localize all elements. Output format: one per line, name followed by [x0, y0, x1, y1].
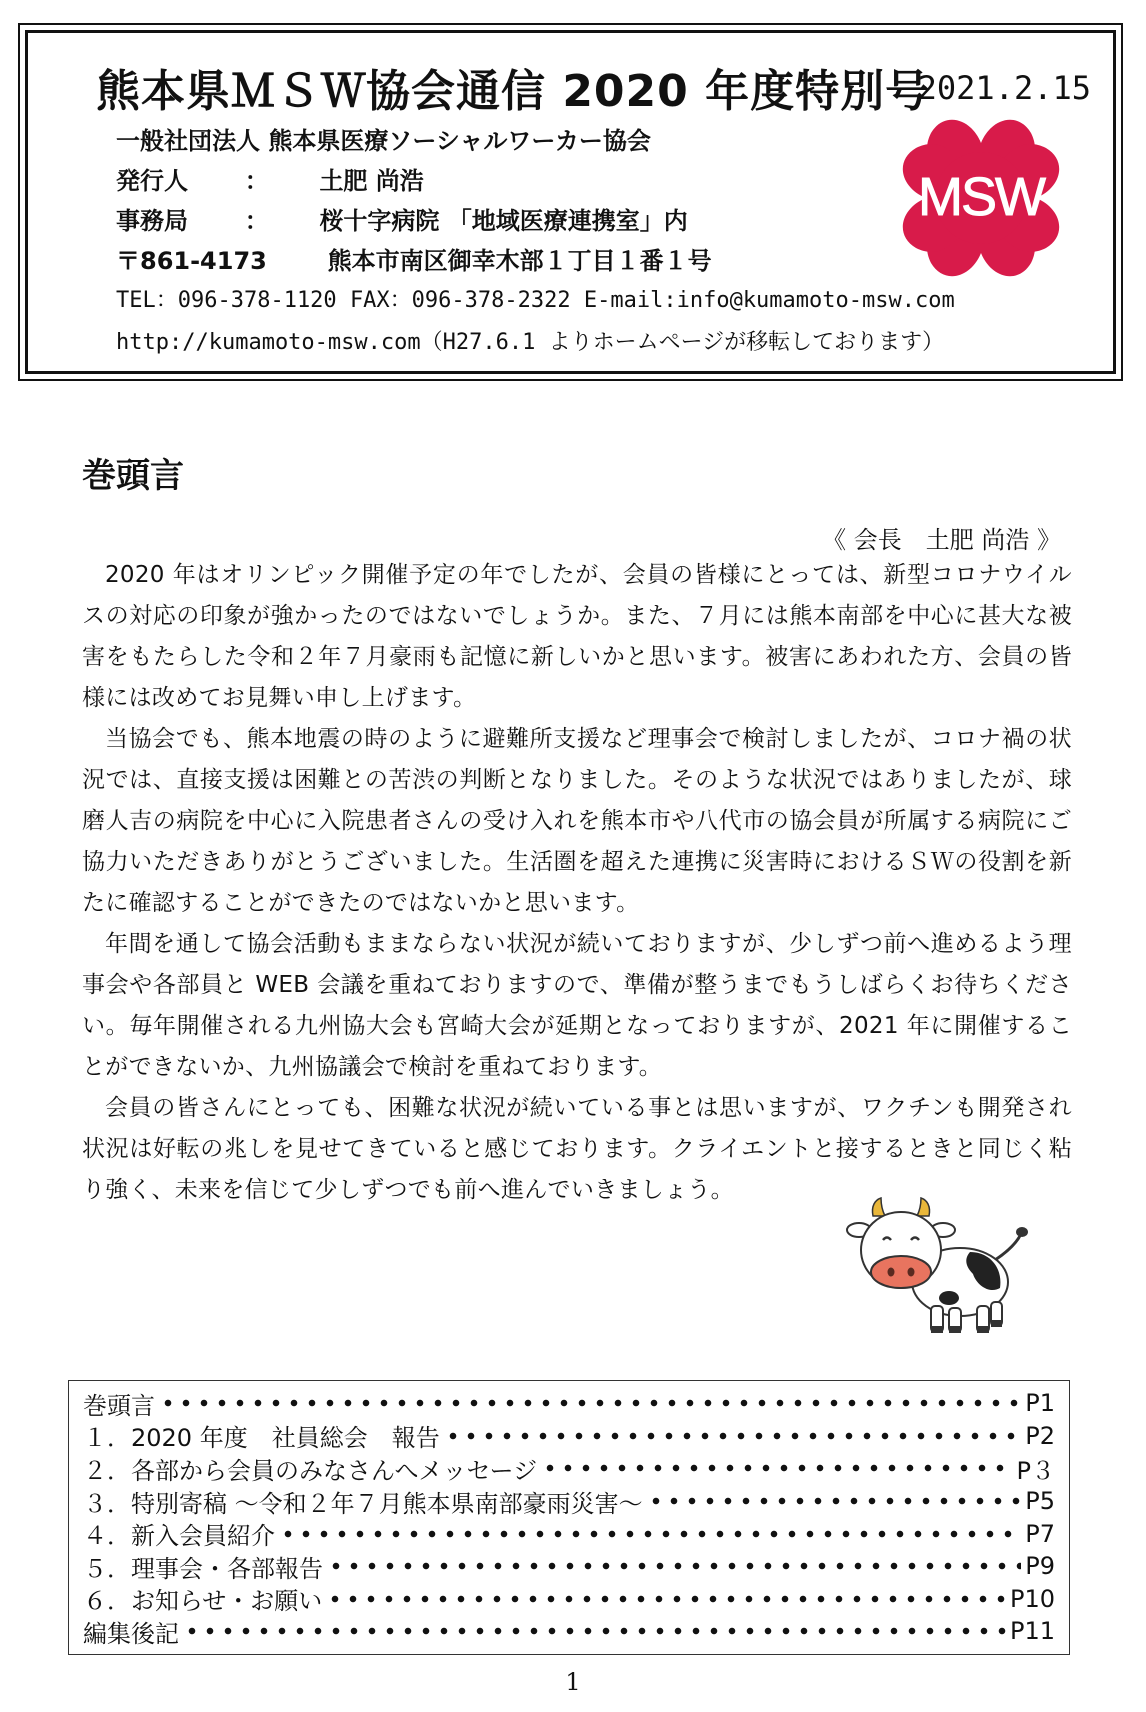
- page-number: 1: [565, 1668, 581, 1696]
- postal-code: 〒861-4173: [116, 247, 267, 275]
- organization-name: 一般社団法人 熊本県医療ソーシャルワーカー協会: [116, 127, 651, 155]
- toc-row[interactable]: [83, 1550, 1055, 1583]
- address-line: [116, 241, 712, 276]
- toc-page: P5: [1025, 1487, 1055, 1516]
- masthead-inner: [25, 30, 1116, 374]
- toc-leader-dots: [159, 1397, 1021, 1409]
- toc-leader-dots: [444, 1430, 1022, 1442]
- toc-row[interactable]: [83, 1615, 1055, 1648]
- toc-page: P３: [1016, 1456, 1055, 1485]
- table-of-contents: [68, 1380, 1070, 1655]
- newsletter-title: 熊本県ＭＳＷ協会通信 2020 年度特別号: [96, 66, 931, 117]
- toc-leader-dots: [279, 1528, 1021, 1540]
- website-link[interactable]: http://kumamoto-msw.com（H27.6.1 よりホームページが移転しております）: [116, 330, 945, 355]
- office-line: [116, 201, 688, 236]
- paragraph: 当協会でも、熊本地震の時のように避難所支援など理事会で検討しましたが、コロナ禍の状況では、直接支援は困難との苦渋の判断となりました。そのような状況ではありましたが、球磨人吉の病院を中心に入院患者さんの受け入れを熊本市や八代市の協会員が所属する病院にご協力いただきありがとうございました。生活圏を超えた連携に災害時におけるＳＷの役割を新たに確認することができたのではないかと思います。: [82, 726, 1072, 916]
- toc-leader-dots: [541, 1462, 1012, 1474]
- toc-leader-dots: [327, 1560, 1021, 1572]
- toc-row[interactable]: [83, 1485, 1055, 1518]
- toc-row[interactable]: [83, 1452, 1055, 1485]
- publisher-separator: ：: [244, 167, 269, 195]
- toc-page: P9: [1025, 1552, 1055, 1581]
- publisher-name: 土肥 尚浩: [319, 167, 424, 195]
- paragraph: 会員の皆さんにとっても、困難な状況が続いている事とは思いますが、ワクチンも開発され状況は好転の兆しを見せてきていると感じております。クライエントと接するときと同じく粘り強く、未来を信じて少しずつでも前へ進んでいきましょう。: [82, 1095, 1072, 1203]
- msw-clover-logo-icon: [886, 103, 1076, 293]
- article-body: [82, 555, 1072, 1211]
- paragraph: 年間を通して協会活動もままならない状況が続いておりますが、少しずつ前へ進めるよう理事会や各部員と WEB 会議を重ねておりますので、準備が整うまでもうしばらくお待ちください。毎年開催される九州協大会も宮崎大会が延期となっておりますが、2021 年に開催することができないか、九州協議会で検討を重ねております。: [82, 931, 1072, 1080]
- contact-line: [116, 283, 955, 314]
- office-separator: ：: [244, 207, 269, 235]
- toc-row[interactable]: [83, 1583, 1055, 1616]
- toc-leader-dots: [326, 1593, 1006, 1605]
- office-location: 桜十字病院 「地域医療連携室」内: [319, 207, 688, 235]
- toc-row[interactable]: [83, 1387, 1055, 1420]
- toc-label: ６．お知らせ・お願い: [83, 1587, 323, 1616]
- toc-label: ４．新入会員紹介: [83, 1522, 275, 1551]
- toc-label: ２．各部から会員のみなさんへメッセージ: [83, 1456, 538, 1485]
- tel-number: TEL：096-378-1120: [116, 288, 337, 313]
- office-label: 事務局: [116, 207, 188, 235]
- publisher-label: 発行人: [116, 167, 188, 195]
- fax-number: FAX：096-378-2322: [349, 288, 571, 313]
- section-title: 巻頭言: [82, 456, 184, 496]
- toc-label: １．2020 年度 社員総会 報告: [83, 1424, 440, 1453]
- masthead-box: [18, 23, 1123, 381]
- toc-leader-dots: [647, 1495, 1022, 1507]
- toc-leader-dots: [183, 1625, 1006, 1637]
- publisher-line: [116, 161, 424, 196]
- toc-page: P1: [1025, 1389, 1055, 1418]
- paragraph: 2020 年はオリンピック開催予定の年でしたが、会員の皆様にとっては、新型コロナウイルスの対応の印象が強かったのではないでしょうか。また、７月には熊本南部を中心に甚大な被害をもたらした令和２年７月豪雨も記憶に新しいかと思います。被害にあわれた方、会員の皆様には改めてお見舞い申し上げます。: [82, 562, 1072, 711]
- toc-row[interactable]: [83, 1420, 1055, 1453]
- logo-text: MSW: [918, 167, 1044, 227]
- email-address[interactable]: E-mail:info@kumamoto-msw.com: [583, 288, 955, 313]
- toc-page: P7: [1025, 1519, 1055, 1548]
- cow-illustration-icon: [845, 1190, 1035, 1350]
- toc-page: P11: [1009, 1617, 1055, 1646]
- issue-date: 2021.2.15: [917, 69, 1091, 107]
- toc-label: ５．理事会・各部報告: [83, 1554, 323, 1583]
- toc-label: 編集後記: [83, 1619, 179, 1648]
- byline: 《 会長 土肥 尚浩 》: [822, 526, 1061, 554]
- toc-row[interactable]: [83, 1517, 1055, 1550]
- toc-label: 巻頭言: [83, 1391, 155, 1420]
- toc-label: ３．特別寄稿 ～令和２年７月熊本県南部豪雨災害～: [83, 1489, 643, 1518]
- toc-page: P10: [1009, 1584, 1055, 1613]
- toc-page: P2: [1025, 1421, 1055, 1450]
- street-address: 熊本市南区御幸木部１丁目１番１号: [327, 247, 712, 275]
